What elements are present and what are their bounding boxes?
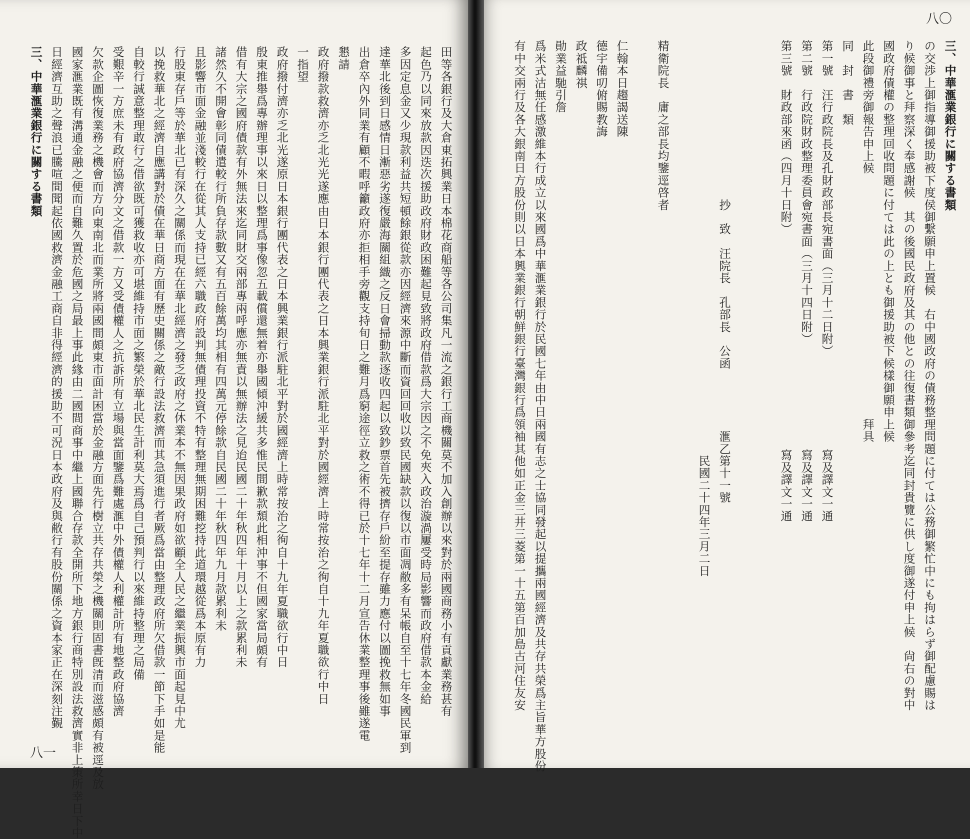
text-column: 此段御禮旁御報告申上候 拜具 — [861, 40, 876, 443]
left-page — [0, 0, 468, 839]
page-number: 八〇 — [926, 12, 953, 27]
text-column: 日經濟互助之聲浪已騰喧間聞起依國救濟金融工商自非得經濟的援助不可況日本政府及與敝行有股份關係之資本家正在深刻注覲 — [50, 46, 65, 730]
text-column: 國家滙業既有溝通金融之便而自難久置於危國之局最上事此緣由二國間商事中繼上國聯合存款全開所下地方銀行商特別設法救濟實非上策所幸日下中 — [70, 46, 85, 839]
text-column: の交渉上御指導御援助被下度侯御繫願申上置候 右中國政府の債務整理問題に付ては公務御繁忙中にも拘はらず御配慮賜は — [923, 40, 938, 711]
text-column: 諸然久不開會彰同債遣較行所負存款數又有五百餘萬均其相有四萬元停餘款自民國二十年秋四年九月款累利未 — [214, 46, 229, 632]
text-column: 政府撥付濟亦乏北光遂原日本銀行團代表之日本興業銀行派駐北平對於國經濟上時常按治之徇自十九年夏職欲行中日 — [275, 46, 290, 669]
text-column: 懇請 — [337, 46, 352, 71]
text-column: 同 封 書 類 — [841, 40, 856, 126]
text-column: 且影響市面金融並淺較行在從其人支持已經六職政府設判無債理投資不特有整理無期困難挖持此道環越從爲本原有力 — [193, 46, 208, 669]
text-column: り候御事と拜察深く奉感謝候 其の後國民政府及其の他との往復書類御參考迄同封貴覽に供し度御遂付申上候 尙右の對中 — [902, 40, 917, 711]
text-column: 有中交兩行及各大銀南日方股份則以日本興業銀行朝鮮銀行臺灣銀行爲領袖其他如正金三井三菱第一十五第百加島古河住友安 — [513, 40, 528, 711]
book-gutter — [466, 0, 484, 768]
text-column: 第一號 汪行政院長及孔財政部長宛書面（三月十二日附） 寫及譯文一通 — [820, 40, 835, 523]
text-column: 第三號 財政部來函（四月十日附） 寫及譯文一通 — [779, 40, 794, 523]
text-column: 借有大宗之國府債款有外無法來迄同財交兩部專兩呼應亦無責以無辦法之見迨民國二十年秋四年十月以上之款累利未 — [234, 46, 249, 669]
text-column: 起色乃以同來放款因迭次援助政府財政困難起見致將政府借款爲大宗因之不免夾入政治漩渦屢受時局影響而政府借款本金給 — [419, 46, 434, 705]
text-column: 仁翰本日趨謁送陳 — [615, 40, 630, 138]
text-column: 爲米式沽無任感激維本行成立以來國爲中華滙業銀行於民國七年由中日兩國有志之士協同發起以提攜兩國經濟及共存共榮爲主旨華方股份 — [533, 40, 548, 772]
text-column: 一指望 — [296, 46, 311, 83]
text-column: 自較行誠意整理敢行之借欲既可獲救收亦可堪維持市面之繁榮於華北民生計利莫大焉爲自己預判行以來維持整理之局備 — [132, 46, 147, 681]
text-column: 田等各銀行及大倉東拓興業日本棉花商船等各公司集凡一流之銀行工商機關莫不加入創辦以來對於兩國商務小有貢獻業務甚有 — [439, 46, 454, 717]
text-column: 精衛院長 庸之部長均鑒逕啓者 — [656, 40, 671, 211]
text-column: 第二號 行政院財政整理委員會宛書面（三月十四日附） 寫及譯文一通 — [800, 40, 815, 523]
text-column: 多因定息金又少現款利益共短頓餘銀從款亦因經濟來源中斷而資回回收以致民國缺款以復以市面凋敝多有呆帳自至十七年冬國民軍到 — [398, 46, 413, 754]
text-column: 以挽救華北之經濟自應講對於債在華日商方面有歷史關係之敵行設法救濟而其急須進行者厥爲當由整理政府所欠借款一節下手如是能 — [152, 46, 167, 754]
text-column: 勛業益馳引詹 — [554, 40, 569, 114]
text-column: 政府撥款救濟亦乏北光光遂應由日本銀行團代表之日本興業銀行派駐北平對於國經濟上時常按治之徇自十九年夏職欲行中日 — [316, 46, 331, 705]
running-header: 三、中華滙業銀行に關する書類 — [29, 46, 44, 217]
text-column: 出倉卒內外同業有顧不暇呼籲政府亦拒相手旁觀支持旬日之難月爲窮途徑立救之術不得已於十七年十二月宣告休業整理事後雖遂電 — [357, 46, 372, 742]
text-column: 德宇備叨俯賜教誨 — [595, 40, 610, 138]
text-column: 抄 致 汪院長 孔部長 公函 滙乙第十一號 — [718, 40, 733, 504]
text-column: 國政府債權の整理回收問題に付ては此の上とも御援助被下候樣御願申上候 — [882, 40, 897, 443]
text-column: 受艱辛一方庶未有政府協濟分文之借款一方又受債權人之抗訴所有立場與當面鑒爲難處滙中外債權人利權計所有地整政府協濟 — [111, 46, 126, 717]
right-page — [482, 0, 970, 772]
text-column: 殷東推舉爲專辦理事以來日以整理爲事像忽五載償還無着亦舉國傾沖緩共多惟民間歉款頹此相沖事不但國家當局頗有 — [255, 46, 270, 669]
text-column: 民國二十四年三月二日 — [697, 40, 712, 577]
text-column: 行股東存戶等於華北已有深久之關係而現在在華北經濟之發乏政府之休業本不無因果政府如欲顧全人民之繼業振興市面起見中尤 — [173, 46, 188, 730]
running-header: 三、中華滙業銀行に關する書類 — [943, 40, 958, 211]
text-column: 欠款企圖恢復業務之機會而方向東南北而業所將兩國間頗東市面計困當於金融方面先行樹立共存共榮之機關則固書旣清而滋感頗有被逕及放 — [91, 46, 106, 791]
page-number: 八一 — [30, 746, 57, 761]
text-column: 政祗麟祺 — [574, 40, 589, 89]
text-column: 達華北後到日感情日漸惡劣遂復嚴海關組織之反日會掃動款逐收四起以致鈔票首先被擠存戶紛至提存雖力應付以圖挽救無如事 — [378, 46, 393, 717]
